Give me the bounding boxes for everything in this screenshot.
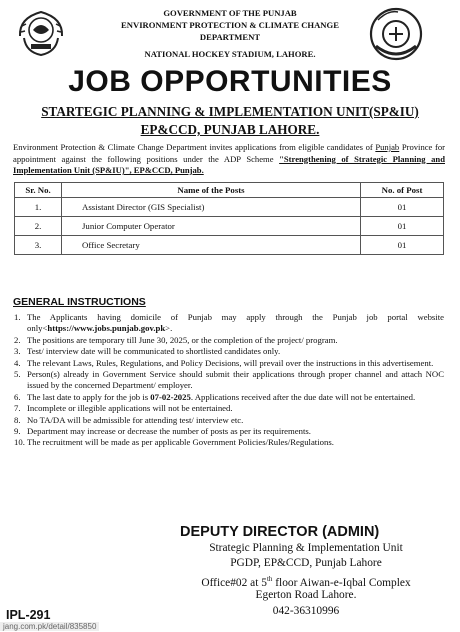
instruction-text: The positions are temporary till June 30, 2025, or the completion of the project/ program.: [27, 334, 338, 345]
row-count: 01: [361, 236, 444, 255]
list-item: 1. The Applicants having domicile of Punjab may apply through the Punjab job portal website only<https://www.jobs.punjab.gov.pk>.: [14, 312, 444, 334]
header-department: DEPARTMENT: [199, 32, 261, 42]
row-count: 01: [361, 217, 444, 236]
list-item: 9. Department may increase or decrease the number of posts as per its requirements.: [14, 426, 311, 437]
row-sr: 1.: [15, 198, 62, 217]
header-department-name: ENVIRONMENT PROTECTION & CLIMATE CHANGE: [121, 20, 339, 30]
instructions-heading: GENERAL INSTRUCTIONS: [13, 296, 146, 308]
header-government: GOVERNMENT OF THE PUNJAB: [163, 8, 297, 18]
col-post-name: Name of the Posts: [62, 183, 361, 198]
jobs-portal-link[interactable]: https://www.jobs.punjab.gov.pk: [47, 323, 166, 334]
col-sr-no: Sr. No.: [15, 183, 62, 198]
posts-table: [14, 182, 444, 255]
row-sr: 2.: [15, 217, 62, 236]
list-item: 8. No TA/DA will be admissible for attending test/ interview etc.: [14, 414, 244, 425]
department-location: EP&CCD, PUNJAB LAHORE.: [140, 122, 320, 137]
intro-paragraph: [13, 142, 445, 177]
instruction-text: Department may increase or decrease the number of posts as per its requirements.: [27, 426, 311, 437]
office-text-2: floor Aiwan-e-Iqbal Complex: [272, 576, 411, 589]
table-row: [15, 198, 444, 217]
row-post: Office Secretary: [62, 236, 361, 255]
instruction-text: Incomplete or illegible applications will not be entertained.: [27, 403, 233, 414]
office-text: Office#02 at 5: [201, 576, 267, 589]
list-item: 4. The relevant Laws, Rules, Regulations, and Policy Decisions, will prevail over the instructions in this advertisement.: [14, 357, 434, 368]
instruction-text: >.: [165, 323, 173, 334]
list-item: 10. The recruitment will be made as per applicable Government Policies/Rules/Regulations.: [14, 437, 334, 448]
row-post: Junior Computer Operator: [62, 217, 361, 236]
instructions-list: [14, 312, 444, 449]
table-row: [15, 236, 444, 255]
row-sr: 3.: [15, 236, 62, 255]
list-item: 2. The positions are temporary till June 30, 2025, or the completion of the project/ program.: [14, 334, 338, 345]
intro-text: Environment Protection & Climate Change Department invites applications from eligible candidates of: [13, 142, 376, 152]
list-item: 5. Person(s) already in Government Service should submit their applications through proper channel and attach NOC issued by the concerned Department/ employer.: [14, 369, 444, 391]
list-item: 7. Incomplete or illegible applications will not be entertained.: [14, 403, 233, 414]
intro-text-2: Province for appointment against the following positions under the ADP Scheme: [13, 142, 445, 164]
instruction-text: No TA/DA will be admissible for attending test/ interview etc.: [27, 414, 244, 425]
page-title: JOB OPPORTUNITIES: [68, 65, 392, 98]
table-header-row: [15, 183, 444, 198]
instruction-text: The recruitment will be made as per applicable Government Policies/Rules/Regulations.: [27, 437, 334, 448]
header-address: NATIONAL HOCKEY STADIUM, LAHORE.: [144, 49, 316, 59]
epccd-emblem-icon: [368, 6, 424, 62]
instruction-text: The relevant Laws, Rules, Regulations, and Policy Decisions, will prevail over the instructions in this advertisement.: [27, 357, 434, 368]
instruction-text: Test/ interview date will be communicated to shortlisted candidates only.: [27, 346, 281, 357]
list-item: 3. Test/ interview date will be communicated to shortlisted candidates only.: [14, 346, 281, 357]
instruction-text: Person(s) already in Government Service should submit their applications through proper channel and attach NOC issued by the concerned Department/ employer.: [27, 369, 444, 391]
instruction-text: The last date to apply for the job is: [27, 391, 151, 402]
signatory-phone: 042-36310996: [272, 605, 340, 617]
list-item: 6. The last date to apply for the job is 07-02-2025. Applications received after the due date will not be entertained.: [14, 391, 416, 402]
source-url[interactable]: jang.com.pk/detail/835850: [0, 622, 99, 631]
last-date: 07-02-2025: [150, 391, 191, 402]
row-count: 01: [361, 198, 444, 217]
scheme-name: "Strengthening of Strategic Planning and Implementation Unit (SP&IU)", EP&CCD, Punjab.: [13, 153, 445, 175]
unit-name: STARTEGIC PLANNING & IMPLEMENTATION UNIT(SP&IU): [41, 104, 419, 119]
signatory-title: DEPUTY DIRECTOR (ADMIN): [180, 524, 380, 540]
signatory-unit: Strategic Planning & Implementation Unit: [209, 542, 403, 554]
office-sup: th: [266, 575, 273, 583]
col-post-count: No. of Post: [361, 183, 444, 198]
ipl-number: IPL-291: [6, 608, 51, 622]
table-row: [15, 217, 444, 236]
signatory-department: PGDP, EP&CCD, Punjab Lahore: [230, 557, 382, 569]
signatory-road: Egerton Road Lahore.: [255, 589, 357, 601]
instruction-text: . Applications received after the due date will not be entertained.: [190, 391, 416, 402]
row-post: Assistant Director (GIS Specialist): [62, 198, 361, 217]
instruction-text: The Applicants having domicile of Punjab may apply through the Punjab job portal website only<: [27, 312, 444, 334]
intro-punjab: Punjab: [375, 142, 400, 152]
punjab-government-emblem-icon: [16, 6, 66, 58]
